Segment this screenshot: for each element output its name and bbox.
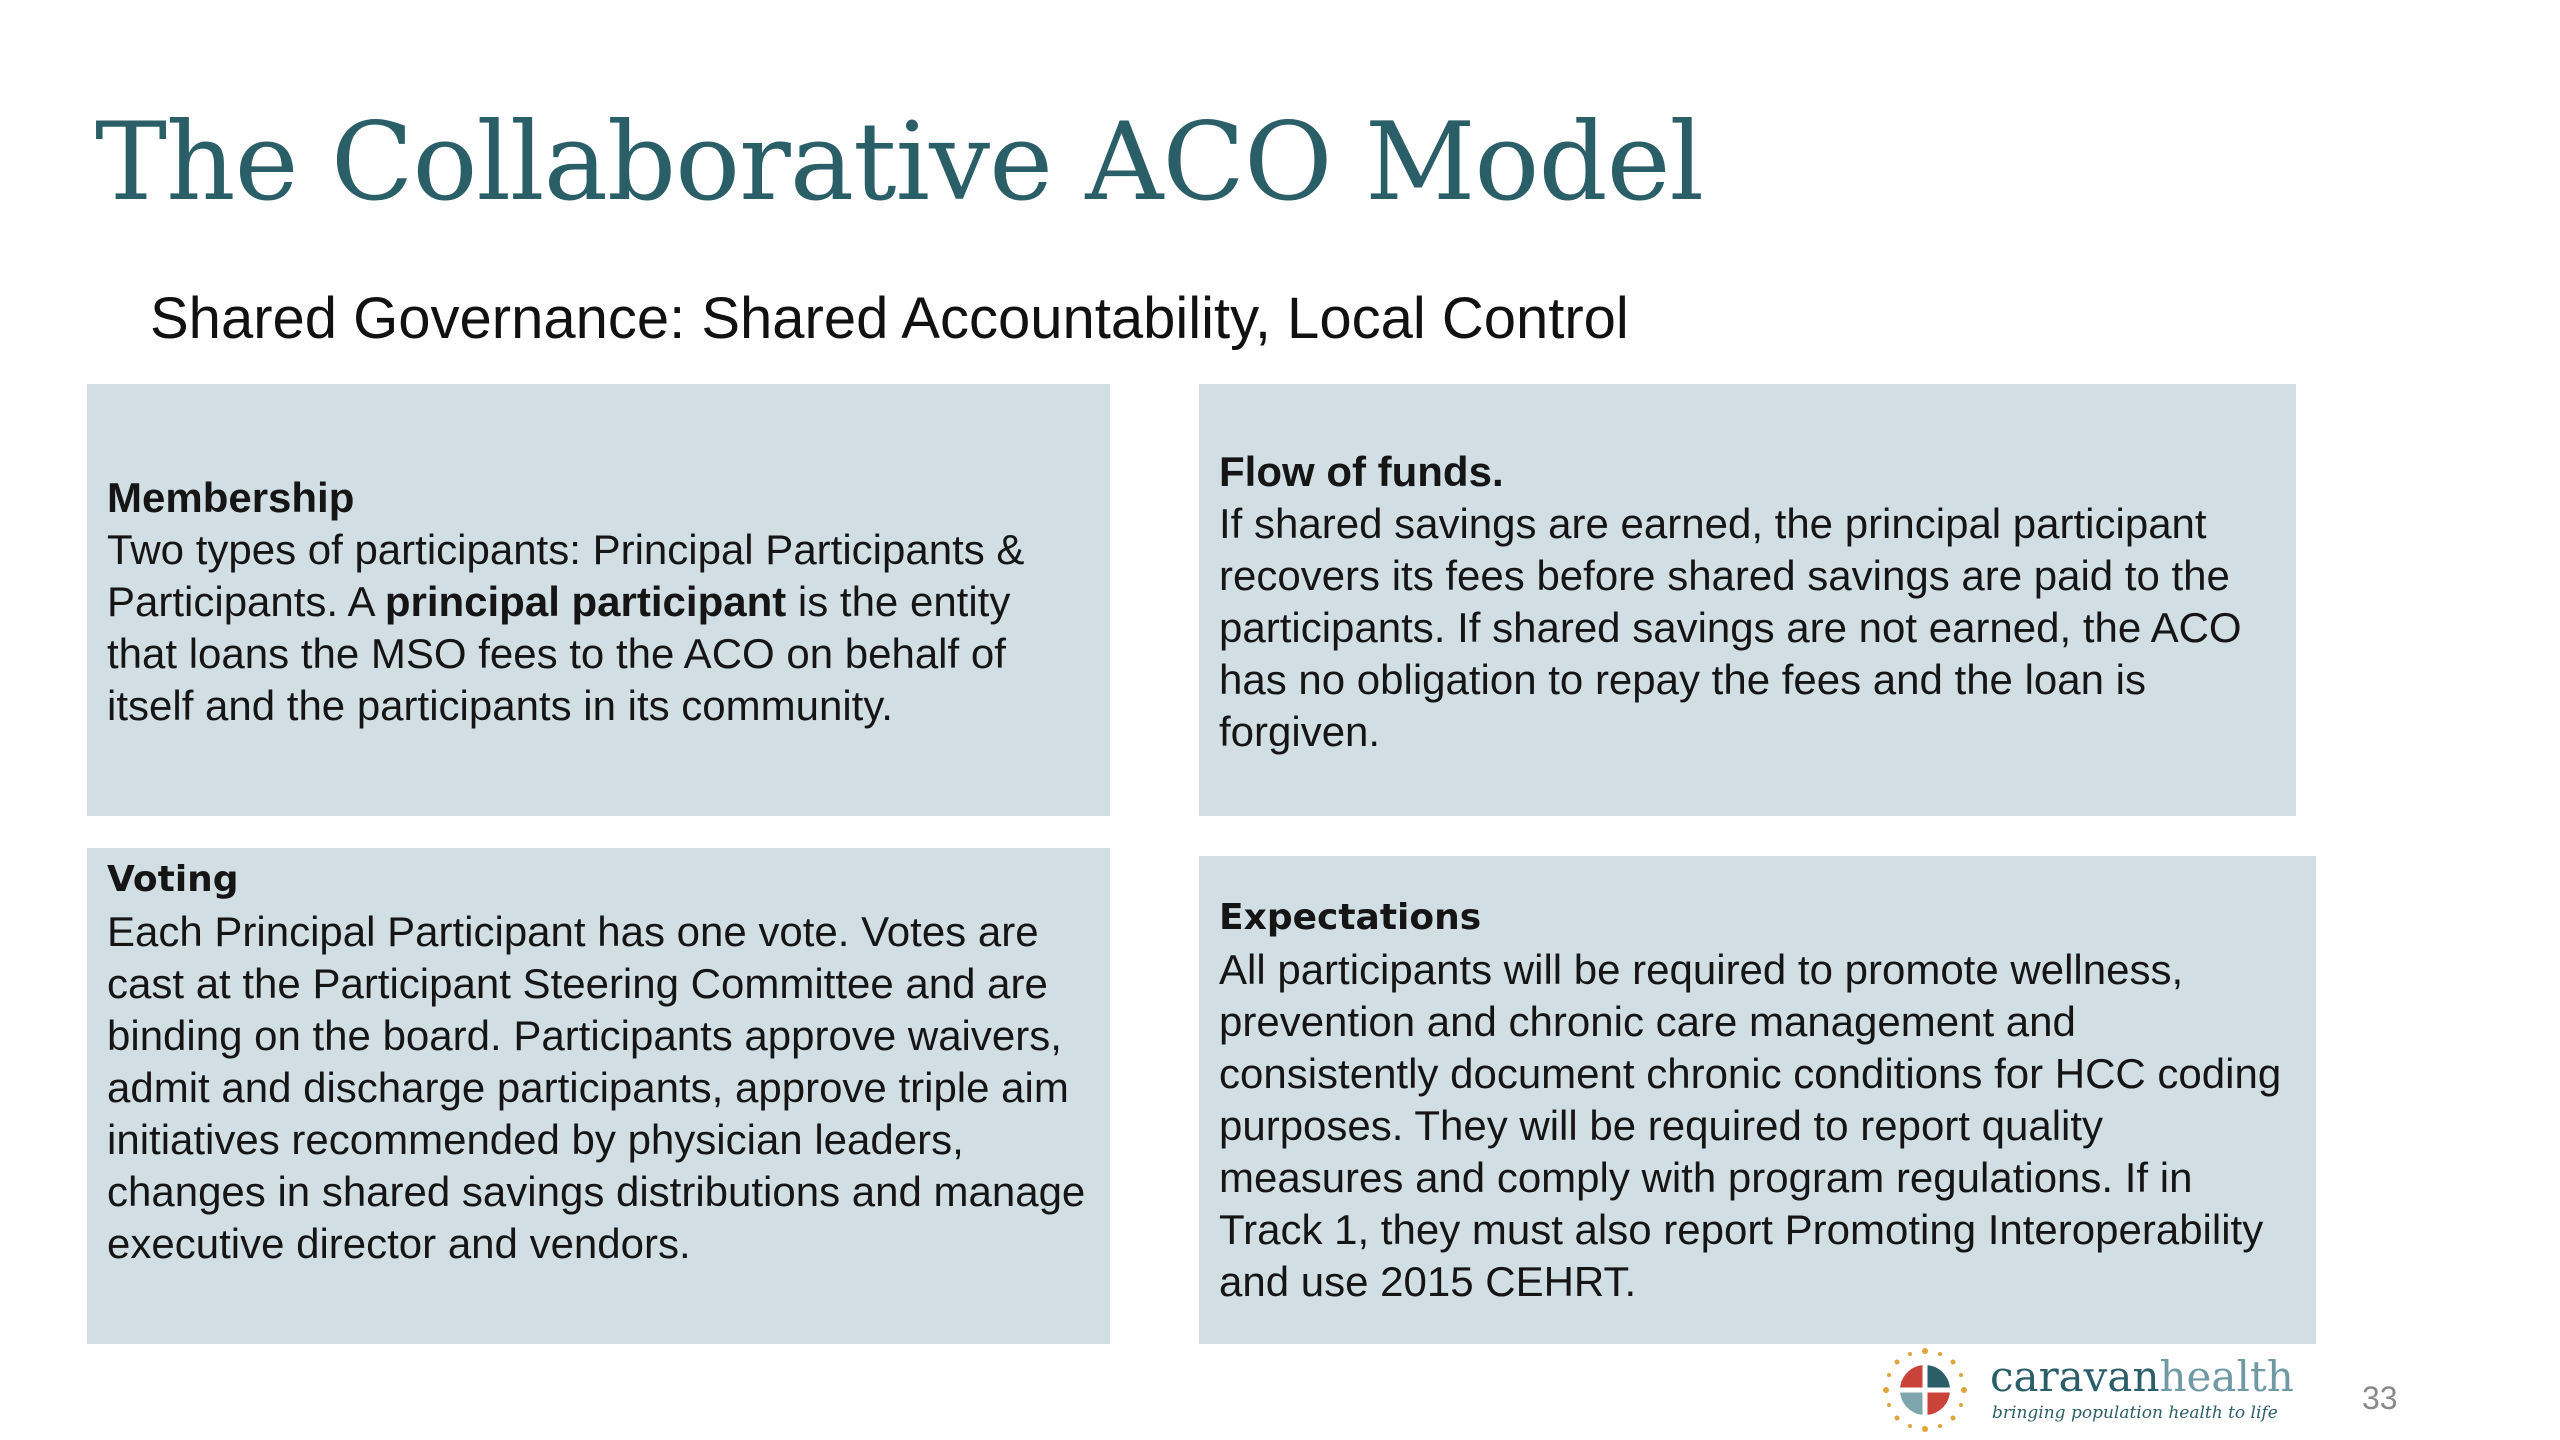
voting-text (107, 854, 1090, 1270)
expectations-box (1199, 856, 2316, 1344)
slide-title: The Collaborative ACO Model (95, 100, 1704, 225)
caravan-health-logo (1880, 1345, 2300, 1435)
voting-body: Each Principal Participant has one vote. Votes are cast at the Participant Steering Committee and are binding on the board. Participants approve waivers, admit and discharge participants, approve triple aim initiatives recommended by physician leaders, changes in shared savings distributions and manage executive director and vendors. (107, 908, 1086, 1267)
membership-text (107, 472, 1090, 732)
membership-box (87, 384, 1110, 816)
flow-of-funds-box (1199, 384, 2296, 816)
membership-heading: Membership (107, 474, 355, 521)
voting-box (87, 848, 1110, 1344)
expectations-body: All participants will be required to promote wellness, prevention and chronic care management and consistently document chronic conditions for HCC coding purposes. They will be required to report quality measures and comply with program regulations. If in Track 1, they must also report Promoting Interoperability and use 2015 CEHRT. (1219, 946, 2282, 1305)
flow-of-funds-body: If shared savings are earned, the principal participant recovers its fees before shared savings are paid to the participants. If shared savings are not earned, the ACO has no obligation to repay the fees and the loan is forgiven. (1219, 500, 2242, 755)
page-number: 33 (2362, 1380, 2398, 1416)
membership-body-part1: Two types of participants: Principal Participants & Participants. A (107, 526, 1025, 625)
expectations-heading: Expectations (1219, 897, 1482, 938)
membership-body-bold: principal participant (384, 578, 787, 625)
expectations-text (1219, 892, 2296, 1308)
logo-tagline: bringing population health to life (1992, 1403, 2278, 1423)
membership-body (107, 524, 1090, 732)
slide-subtitle: Shared Governance: Shared Accountability, Local Control (150, 286, 1629, 351)
flow-of-funds-text (1219, 446, 2276, 758)
logo-word-health: health (2159, 1352, 2294, 1401)
logo-word-caravan: caravan (1990, 1352, 2160, 1401)
caravan-health-logo-icon (1880, 1345, 1970, 1435)
voting-heading: Voting (107, 859, 239, 900)
membership-body-part2: is the entity that loans the MSO fees to the ACO on behalf of itself and the participants in its community. (107, 578, 1011, 729)
logo-wordmark (1990, 1352, 2294, 1401)
flow-of-funds-heading: Flow of funds. (1219, 448, 1504, 495)
